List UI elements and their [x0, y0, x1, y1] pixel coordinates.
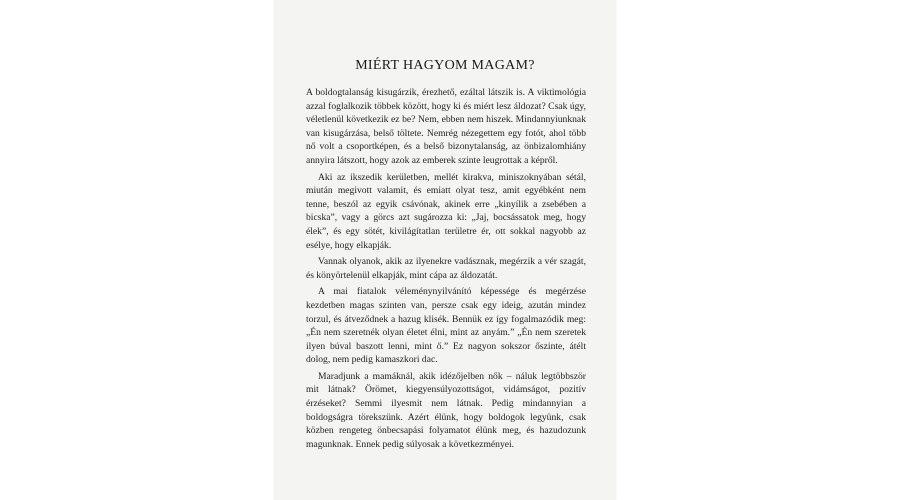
book-page [274, 0, 616, 500]
paragraph: A mai fiatalok véleménynyilvánító képessége és megérzése kezdetben magas szinten van, persze csak egy ideig, azután mindez torzul, és átveződnek a hazug klisék. Bennük ez így fogalmazódik meg: „Én nem szeretnék olyan életet élni, mint az anyám.” „Én nem szeretek ilyen búval baszott lenni, mint ő.” Ez nagyon sokszor őszinte, átélt dolog, nem pedig kamaszkori dac. [306, 286, 586, 366]
body-text [306, 86, 586, 454]
paragraph: Maradjunk a mamáknál, akik idézőjelben nők – náluk legtöbbször mit látnak? Örömet, kiegyensúlyozottságot, vidámságot, pozitív érzéseket? Semmi ilyesmit nem látnak. Pedig mindannyian a boldogságra törekszünk. Azért élünk, hogy boldogok legyünk, csak közben rengeteg önbecsapási folyamatot élünk meg, és hazudozunk magunknak. Ennek pedig súlyosak a következményei. [306, 370, 586, 450]
chapter-title: MIÉRT HAGYOM MAGAM? [355, 58, 535, 73]
paragraph: A boldogtalanság kisugárzik, érezhető, ezáltal látszik is. A viktimológia azzal foglalkozik többek között, hogy ki és miért lesz áldozat? Csak úgy, véletlenül következik ez be? Nem, ebben nem hiszek. Mindannyiunknak van kisugárzása, belső töltete. Nemrég nézegettem egy fotót, ahol több nő volt a csoportképen, és a belső bizonytalanság, az önbizalomhiány annyira látszott, hogy azok az emberek szinte leugrottak a képről. [306, 87, 586, 166]
paragraph: Vannak olyanok, akik az ilyenekre vadásznak, megérzik a vér szagát, és könyörtelenül elkapják, mint cápa az áldozatát. [306, 256, 586, 281]
paragraph: Aki az ikszedik kerületben, mellét kirakva, miniszoknyában sétál, miután megivott valamit, és emiatt olyat tesz, amit egyébként nem tenne, beszól az egyik csávónak, akinek erre „kinyílik a zsebében a bicska”, vagy a görcs azt sugározza ki: „Jaj, bocsássatok meg, hogy élek”, és egy sötét, kivilágítatlan területre ér, ott sokkal nagyobb az esélye, hogy elkapják. [306, 171, 586, 251]
